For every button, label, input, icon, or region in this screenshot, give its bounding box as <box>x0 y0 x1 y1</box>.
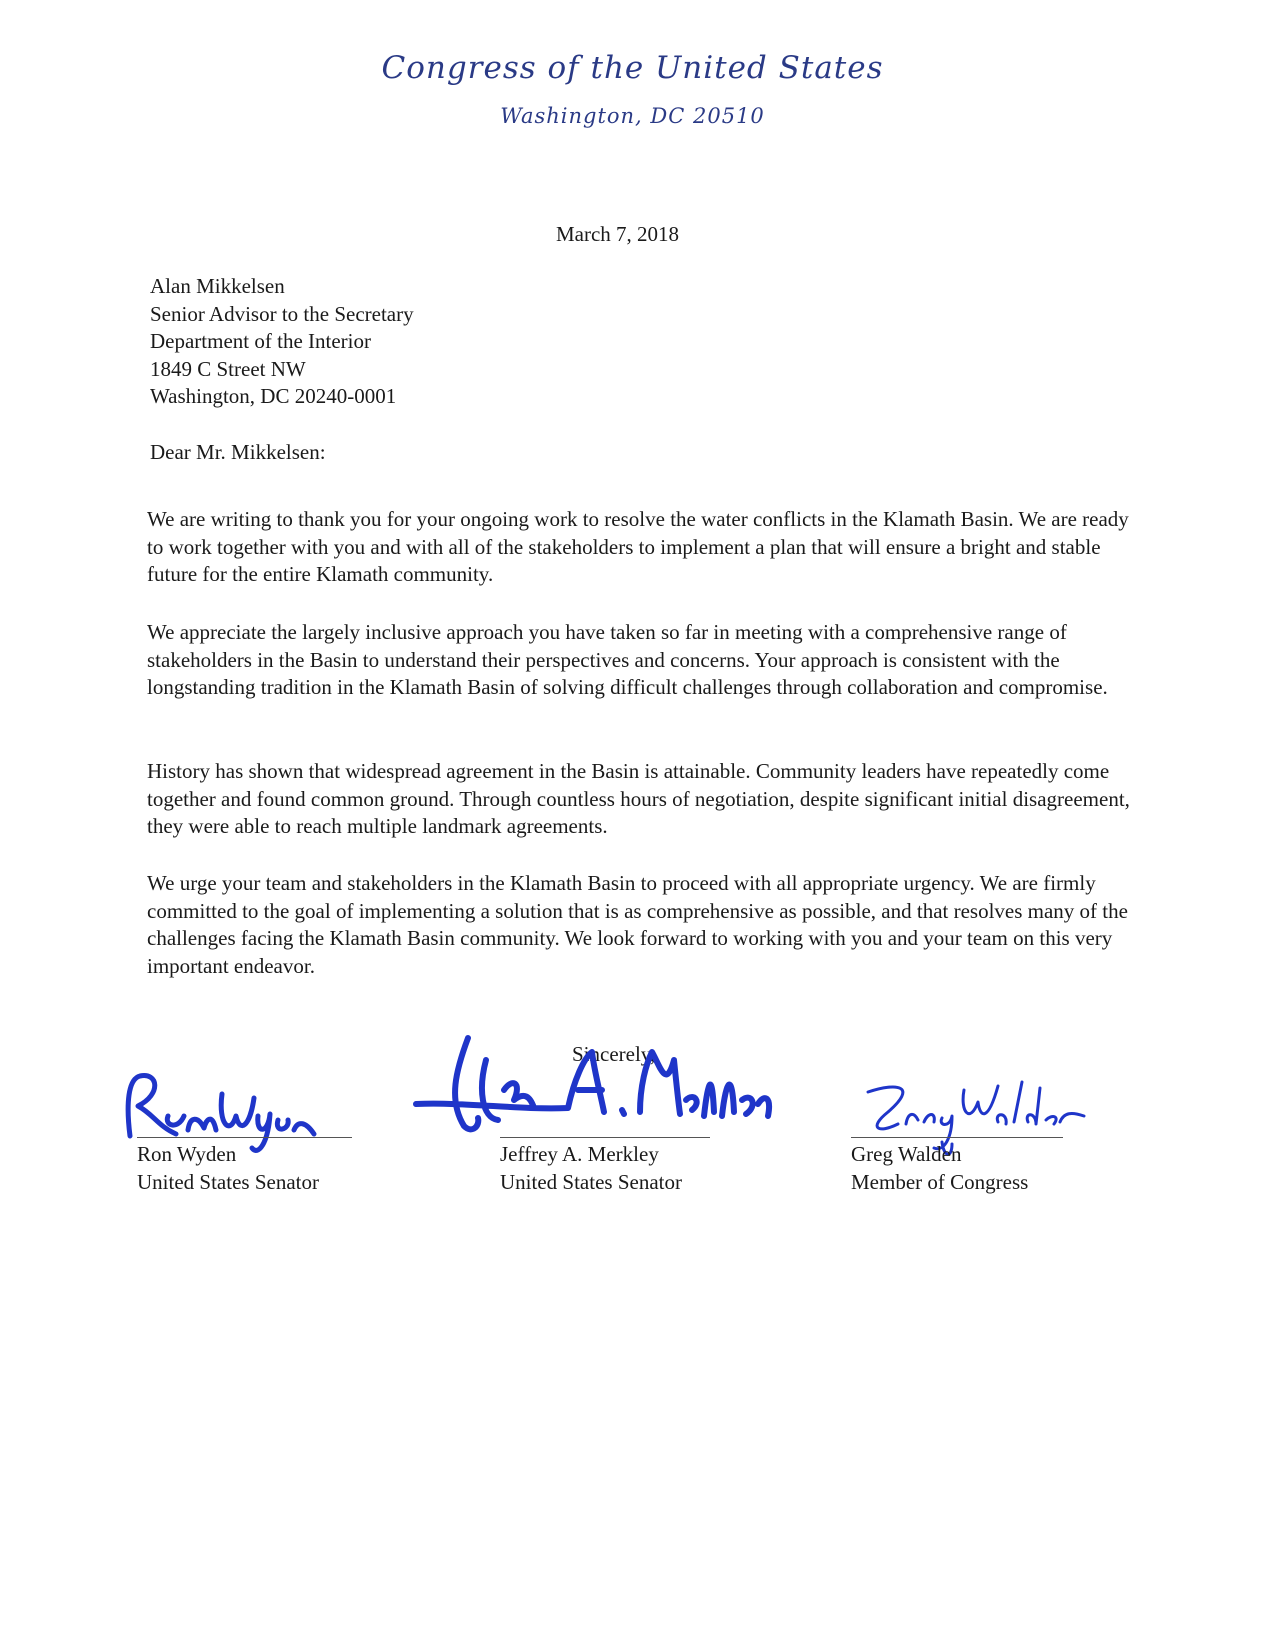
signatory-title: United States Senator <box>137 1170 319 1194</box>
signatory-title: United States Senator <box>500 1170 682 1194</box>
letterhead-subtitle: Washington, DC 20510 <box>500 104 765 128</box>
signatory-name: Jeffrey A. Merkley <box>500 1142 659 1166</box>
closing: Sincerely, <box>572 1042 656 1066</box>
signature-block-walden <box>851 1137 1063 1196</box>
salutation: Dear Mr. Mikkelsen: <box>150 440 326 464</box>
body-paragraph: We appreciate the largely inclusive approach you have taken so far in meeting with a comprehensive range of stakeholders in the Basin to understand their perspectives and concerns. Your approach is consistent with the longstanding tradition in the Klamath Basin of solving difficult challenges through collaboration and compromise. <box>147 620 1108 699</box>
body-paragraph: History has shown that widespread agreement in the Basin is attainable. Community leaders have repeatedly come together and found common ground. Through countless hours of negotiation, despite significant initial disagreement, they were able to reach multiple landmark agreements. <box>147 759 1130 838</box>
recipient-address <box>150 273 414 411</box>
body-paragraph: We are writing to thank you for your ongoing work to resolve the water conflicts in the Klamath Basin. We are ready to work together with you and with all of the stakeholders to implement a plan that will ensure a bright and stable future for the entire Klamath community. <box>147 507 1129 586</box>
signatory-name: Ron Wyden <box>137 1142 237 1166</box>
signature-block-wyden <box>137 1137 352 1196</box>
recipient-line: Department of the Interior <box>150 329 371 353</box>
signatory-name: Greg Walden <box>851 1142 962 1166</box>
signature-line <box>500 1137 710 1138</box>
recipient-line: Alan Mikkelsen <box>150 274 285 298</box>
signatory-title: Member of Congress <box>851 1170 1029 1194</box>
recipient-line: 1849 C Street NW <box>150 356 306 381</box>
signature-block-merkley <box>500 1137 710 1196</box>
recipient-line: Washington, DC 20240-0001 <box>150 384 397 408</box>
recipient-line: Senior Advisor to the Secretary <box>150 301 414 326</box>
letterhead-title: Congress of the United States <box>381 50 884 86</box>
signature-merkley-image <box>408 1030 778 1140</box>
letter-date: March 7, 2018 <box>556 222 680 246</box>
signature-line <box>851 1137 1063 1138</box>
body-paragraph: We urge your team and stakeholders in the Klamath Basin to proceed with all appropriate urgency. We are firmly committed to the goal of implementing a solution that is as comprehensive as possible, and that resolves many of the challenges facing the Klamath Basin community. We look forward to working with you and your team on this very important endeavor. <box>147 871 1128 978</box>
signature-line <box>137 1137 352 1138</box>
